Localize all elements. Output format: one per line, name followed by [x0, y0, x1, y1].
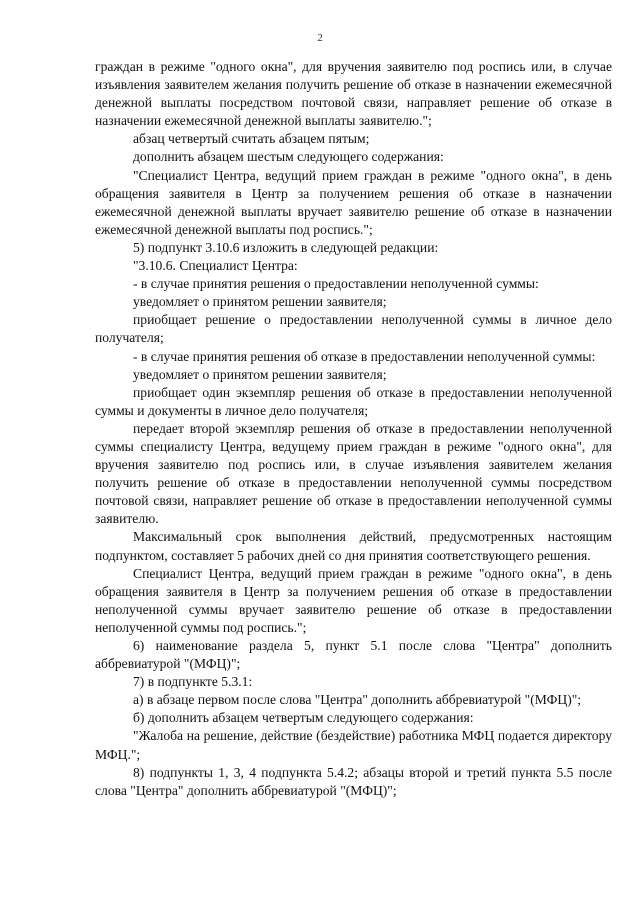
- paragraph-6: "3.10.6. Специалист Центра:: [133, 258, 298, 274]
- paragraph-9: приобщает решение о предоставлении неполученной суммы в личное дело получателя;: [95, 312, 612, 346]
- paragraph-5: 5) подпункт 3.10.6 изложить в следующей редакции:: [133, 239, 439, 255]
- paragraph-1: граждан в режиме "одного окна", для вручения заявителю под роспись или, в случае изъявления заявителем желания получить решение об отказе в назначении ежемесячной денежной выплаты посредством почтовой связи, направляет решение об отказе в назначении ежемесячной денежной выплаты заявителю.";: [95, 59, 612, 129]
- paragraph-16: 6) наименование раздела 5, пункт 5.1 после слова "Центра" дополнить аббревиатурой "(МФЦ)";: [95, 638, 612, 672]
- paragraph-7: - в случае принятия решения о предоставлении неполученной суммы:: [133, 276, 539, 292]
- paragraph-19: б) дополнить абзацем четвертым следующего содержания:: [133, 710, 474, 726]
- paragraph-20: "Жалоба на решение, действие (бездействие) работника МФЦ подается директору МФЦ.";: [95, 728, 612, 762]
- paragraph-8: уведомляет о принятом решении заявителя;: [133, 294, 387, 310]
- paragraph-18: а) в абзаце первом после слова "Центра" дополнить аббревиатурой "(МФЦ)";: [133, 692, 582, 708]
- page-number: 2: [317, 32, 323, 44]
- paragraph-4: "Специалист Центра, ведущий прием граждан в режиме "одного окна", в день обращения заявителя в Центр за получением решения об отказе в назначении ежемесячной денежной выплаты вручает заявителю решение об отказе в назначении ежемесячной денежной выплаты под роспись.";: [95, 167, 612, 237]
- paragraph-2: абзац четвертый считать абзацем пятым;: [133, 131, 370, 147]
- paragraph-12: приобщает один экземпляр решения об отказе в предоставлении неполученной суммы и документы в личное дело получателя;: [95, 384, 612, 418]
- paragraph-21: 8) подпункты 1, 3, 4 подпункта 5.4.2; абзацы второй и третий пункта 5.5 после слова "Центра" дополнить аббревиатурой "(МФЦ)";: [95, 764, 612, 798]
- paragraph-15: Специалист Центра, ведущий прием граждан в режиме "одного окна", в день обращения заявителя в Центр за получением решения об отказе в предоставлении неполученной суммы вручает заявителю решение об отказе в предоставлении неполученной суммы под роспись.";: [95, 565, 612, 635]
- paragraph-10: - в случае принятия решения об отказе в предоставлении неполученной суммы:: [133, 348, 596, 364]
- paragraph-11: уведомляет о принятом решении заявителя;: [133, 366, 387, 382]
- document-body: [95, 58, 612, 800]
- paragraph-17: 7) в подпункте 5.3.1:: [133, 674, 253, 690]
- paragraph-13: передает второй экземпляр решения об отказе в предоставлении неполученной суммы специалисту Центра, ведущему прием граждан в режиме "одного окна", для вручения заявителю под роспись или, в случае изъявления заявителем желания получить решение об отказе в предоставлении неполученной суммы посредством почтовой связи, направляет решение об отказе в предоставлении неполученной суммы заявителю.: [95, 420, 612, 527]
- paragraph-3: дополнить абзацем шестым следующего содержания:: [133, 149, 444, 165]
- paragraph-14: Максимальный срок выполнения действий, предусмотренных настоящим подпунктом, составляет 5 рабочих дней со дня принятия соответствующего решения.: [95, 529, 612, 563]
